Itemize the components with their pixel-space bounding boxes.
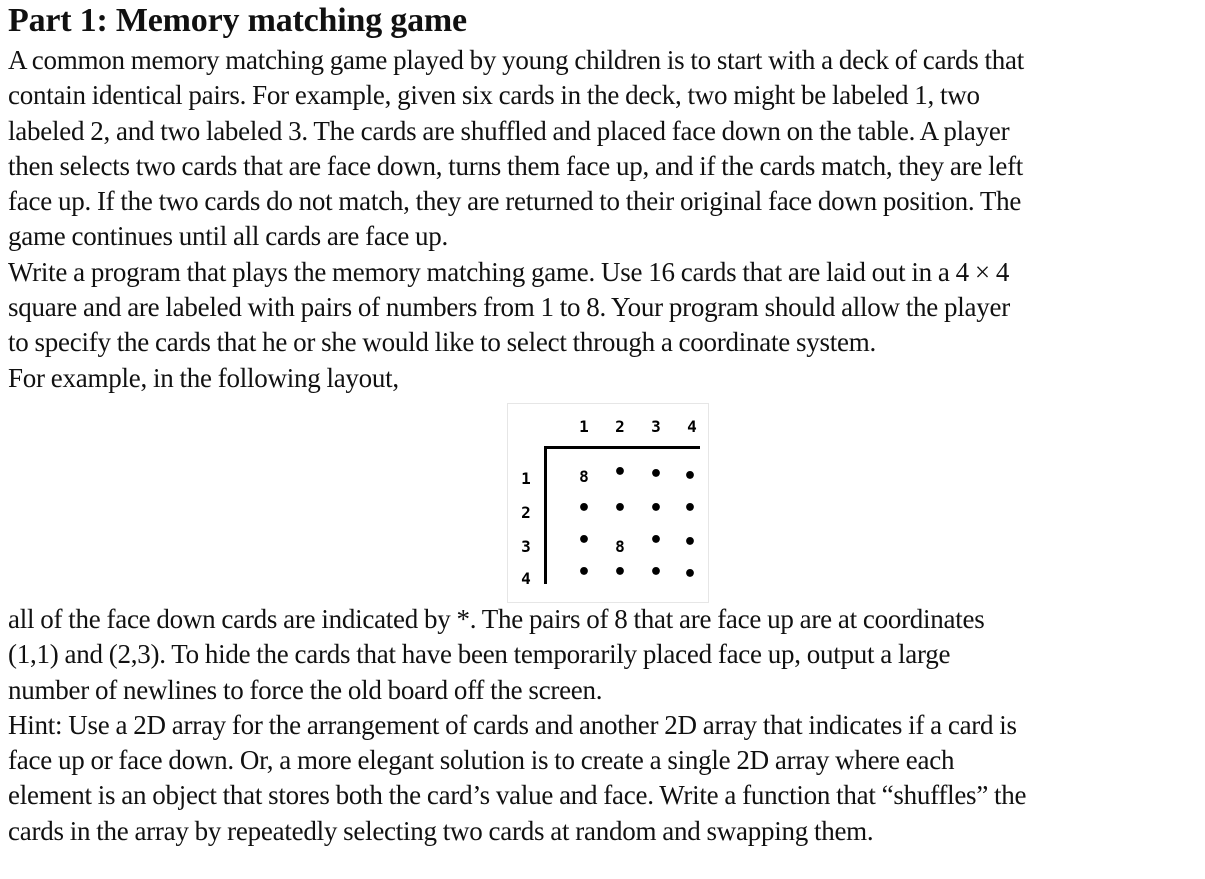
row-label: 2	[521, 502, 531, 522]
document-page	[8, 0, 1200, 849]
board-cell-face-up: 8	[579, 466, 589, 486]
page-title: Part 1: Memory matching game	[8, 2, 467, 39]
board-cell-face-down: •	[683, 495, 697, 521]
text-line: labeled 2, and two labeled 3. The cards are shuffled and placed face down on the table. A player	[8, 115, 1010, 146]
board-cell-face-down: •	[683, 561, 697, 587]
column-label: 4	[687, 416, 697, 436]
explanation-paragraph	[8, 602, 1200, 708]
game-board-example	[507, 403, 709, 603]
text-line: contain identical pairs. For example, given six cards in the deck, two might be labeled 1, two	[8, 80, 980, 111]
text-line: face up. If the two cards do not match, they are returned to their original face down position. The	[8, 186, 1022, 217]
text-line: number of newlines to force the old board off the screen.	[8, 674, 603, 705]
text-line: square and are labeled with pairs of numbers from 1 to 8. Your program should allow the player	[8, 292, 1011, 323]
column-label: 3	[651, 416, 661, 436]
board-cell-face-down: •	[613, 559, 627, 585]
intro-paragraph	[8, 43, 1200, 255]
board-cell-face-down: •	[613, 459, 627, 485]
board-cell-face-down: •	[649, 461, 663, 487]
example-intro-paragraph	[8, 361, 1200, 396]
row-label: 3	[521, 536, 531, 556]
text-line: element is an object that stores both the card’s value and face. Write a function that “shuffles” the	[8, 780, 1027, 811]
row-label: 4	[521, 568, 531, 588]
task-paragraph	[8, 255, 1200, 361]
column-label: 2	[615, 416, 625, 436]
row-label: 1	[521, 468, 531, 488]
board-cell-face-down: •	[577, 559, 591, 585]
board-cell-face-down: •	[649, 495, 663, 521]
text-line: (1,1) and (2,3). To hide the cards that have been temporarily placed face up, output a large	[8, 639, 951, 670]
text-line: Hint: Use a 2D array for the arrangement of cards and another 2D array that indicates if a card is	[8, 709, 1017, 740]
text-line: game continues until all cards are face up.	[8, 221, 449, 252]
board-cell-face-down: •	[577, 495, 591, 521]
board-cell-face-down: •	[683, 529, 697, 555]
board-cell-face-down: •	[683, 463, 697, 489]
text-line: Write a program that plays the memory matching game. Use 16 cards that are laid out in a 4 × 4	[8, 256, 1010, 287]
text-line: cards in the array by repeatedly selecting two cards at random and swapping them.	[8, 815, 874, 846]
text-line: all of the face down cards are indicated by *. The pairs of 8 that are face up are at coordinates	[8, 603, 985, 634]
board-cell-face-down: •	[649, 527, 663, 553]
text-line: face up or face down. Or, a more elegant solution is to create a single 2D array where each	[8, 745, 955, 776]
board-cell-face-up: 8	[615, 536, 625, 556]
text-line: to specify the cards that he or she would like to select through a coordinate system.	[8, 327, 876, 358]
board-cell-face-down: •	[577, 527, 591, 553]
board-cell-face-down: •	[649, 559, 663, 585]
board-top-rule	[544, 446, 700, 449]
board-cell-face-down: •	[613, 495, 627, 521]
text-line: For example, in the following layout,	[8, 362, 399, 393]
column-label: 1	[579, 416, 589, 436]
text-line: A common memory matching game played by young children is to start with a deck of cards that	[8, 45, 1024, 75]
hint-paragraph	[8, 708, 1200, 849]
text-line: then selects two cards that are face down, turns them face up, and if the cards match, they are left	[8, 150, 1024, 181]
board-left-rule	[544, 446, 547, 584]
board-figure	[8, 396, 1200, 602]
